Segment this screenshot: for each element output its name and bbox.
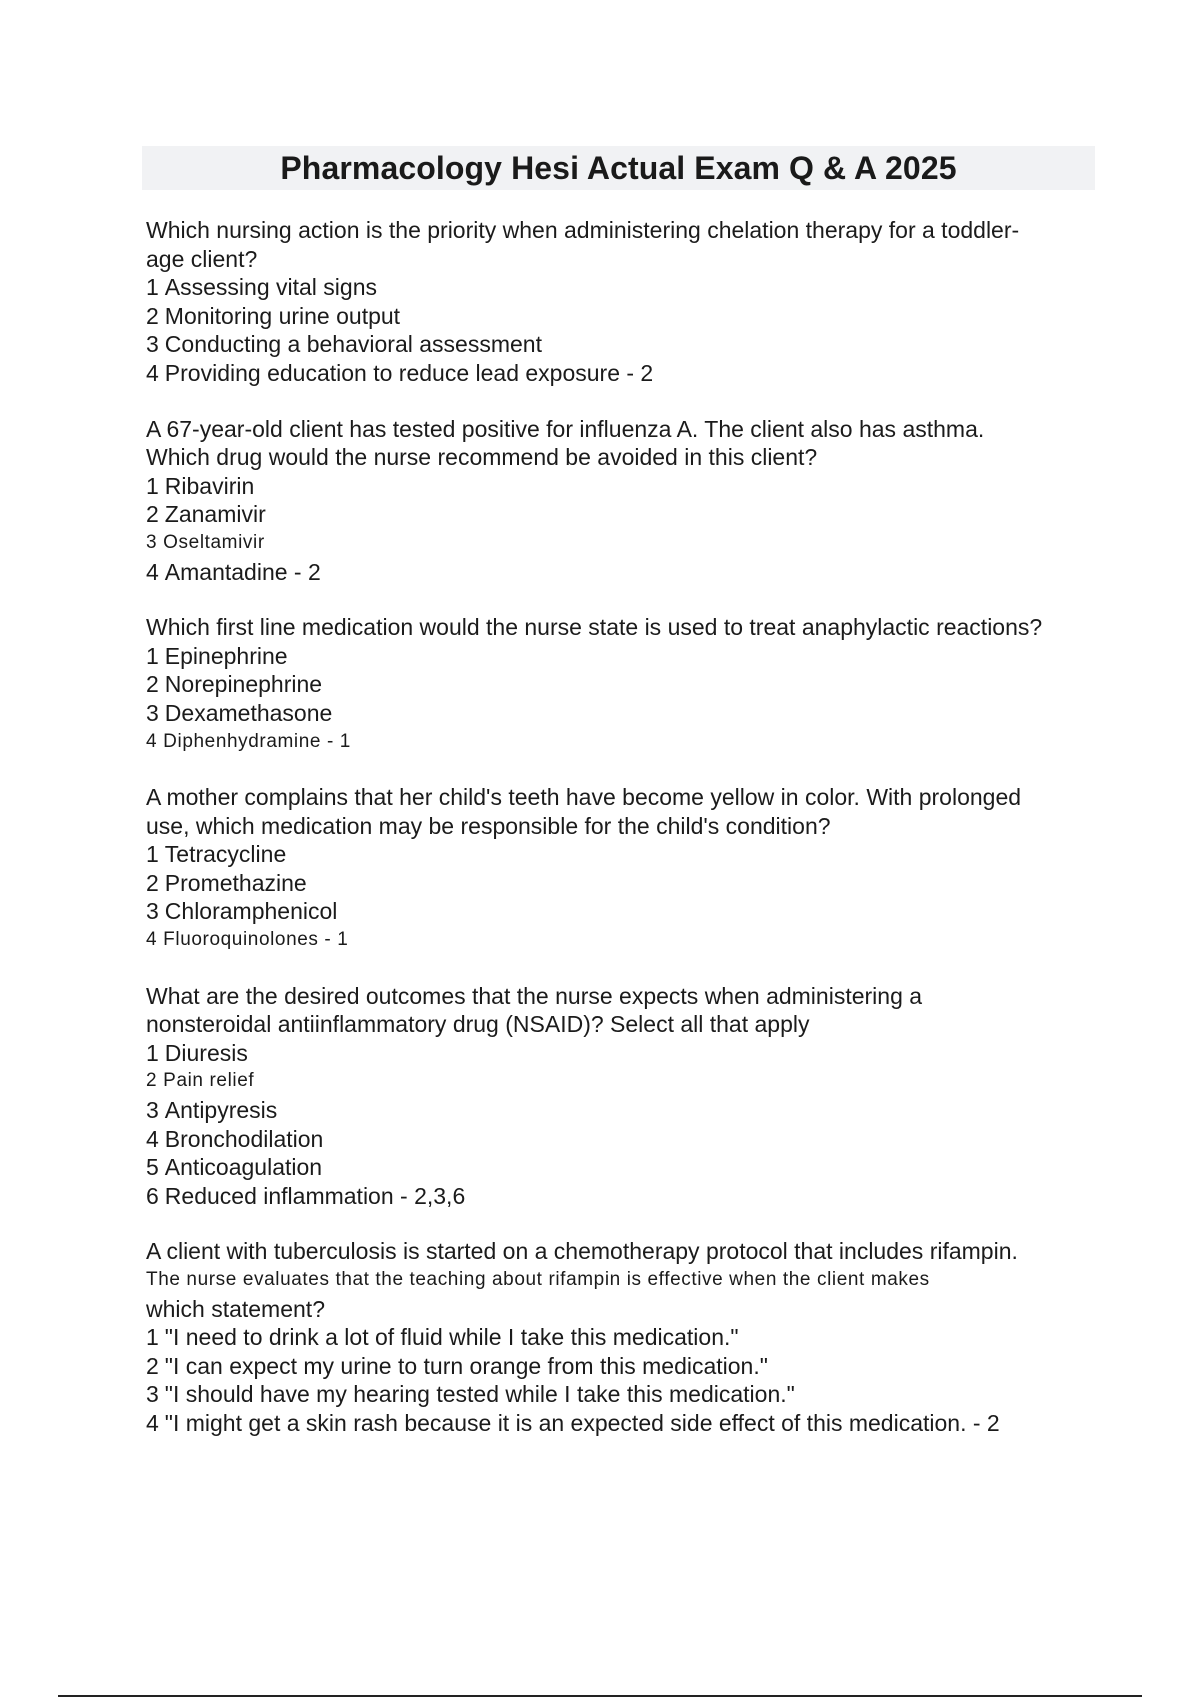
- answer-option: [146, 1039, 1101, 1068]
- page-title: Pharmacology Hesi Actual Exam Q & A 2025: [280, 149, 957, 186]
- option-number: 1: [146, 1324, 159, 1351]
- option-text: Amantadine - 2: [164, 558, 321, 585]
- answer-option: [146, 1409, 1101, 1438]
- option-number: 2: [146, 302, 159, 329]
- question-text-line: A client with tuberculosis is started on a chemotherapy protocol that includes rifampin.: [146, 1238, 1018, 1265]
- answer-option: [146, 529, 1101, 558]
- option-number: 6: [146, 1182, 159, 1209]
- question-block: [146, 783, 1101, 955]
- option-text: Chloramphenicol: [164, 898, 338, 925]
- option-text: Oseltamivir: [163, 531, 265, 553]
- option-text: Anticoagulation: [164, 1154, 323, 1181]
- option-number: 2: [146, 1352, 159, 1379]
- option-text: Promethazine: [164, 869, 307, 896]
- answer-option: [146, 1096, 1101, 1125]
- option-text: "I should have my hearing tested while I take this medication.": [164, 1381, 795, 1408]
- question-block: [146, 415, 1101, 587]
- option-number: 4: [146, 730, 158, 752]
- option-number: 1: [146, 472, 159, 499]
- option-number: 3: [146, 1381, 159, 1408]
- option-number: 2: [146, 501, 159, 528]
- option-text: Monitoring urine output: [164, 302, 401, 329]
- question-text-line: Which drug would the nurse recommend be avoided in this client?: [146, 444, 818, 471]
- option-text: "I might get a skin rash because it is an expected side effect of this medication. - 2: [164, 1409, 1000, 1436]
- option-text: Diphenhydramine - 1: [163, 730, 351, 752]
- question-text-line: The nurse evaluates that the teaching about rifampin is effective when the client makes: [146, 1269, 930, 1290]
- question-block: [146, 982, 1101, 1211]
- question-text-line: A 67-year-old client has tested positive for influenza A. The client also has asthma.: [146, 415, 985, 442]
- option-text: Epinephrine: [164, 642, 288, 669]
- answer-option: [146, 1182, 1101, 1211]
- option-text: Conducting a behavioral assessment: [164, 331, 542, 358]
- option-text: Bronchodilation: [164, 1125, 324, 1152]
- answer-option: [146, 642, 1101, 671]
- question-text-line: nonsteroidal antiinflammatory drug (NSAID)? Select all that apply: [146, 1011, 810, 1038]
- option-text: Antipyresis: [164, 1097, 278, 1124]
- option-number: 1: [146, 642, 159, 669]
- answer-option: [146, 500, 1101, 529]
- question-text-line: use, which medication may be responsible for the child's condition?: [146, 812, 831, 839]
- option-number: 3: [146, 331, 159, 358]
- option-text: Ribavirin: [164, 472, 255, 499]
- option-number: 1: [146, 841, 159, 868]
- question-list: [146, 216, 1101, 1465]
- option-number: 4: [146, 359, 159, 386]
- question-text-line: Which first line medication would the nurse state is used to treat anaphylactic reactions?: [146, 614, 1043, 641]
- option-number: 2: [146, 869, 159, 896]
- question-block: [146, 216, 1101, 388]
- option-number: 3: [146, 1097, 159, 1124]
- answer-option: [146, 699, 1101, 728]
- option-text: Pain relief: [163, 1070, 255, 1092]
- answer-option: [146, 1153, 1101, 1182]
- answer-option: [146, 1352, 1101, 1381]
- answer-option: [146, 926, 1101, 955]
- answer-option: [146, 1067, 1101, 1096]
- answer-option: [146, 302, 1101, 331]
- answer-option: [146, 869, 1101, 898]
- option-text: Tetracycline: [164, 841, 287, 868]
- option-number: 5: [146, 1154, 159, 1181]
- option-number: 3: [146, 898, 159, 925]
- question-text-line: Which nursing action is the priority when administering chelation therapy for a toddler-: [146, 217, 1020, 243]
- answer-option: [146, 472, 1101, 501]
- option-number: 3: [146, 699, 159, 726]
- option-text: Diuresis: [164, 1039, 248, 1066]
- option-text: Providing education to reduce lead exposure - 2: [164, 359, 654, 386]
- option-text: Reduced inflammation - 2,3,6: [164, 1182, 466, 1209]
- question-text-line: which statement?: [146, 1295, 325, 1322]
- answer-option: [146, 558, 1101, 587]
- answer-option: [146, 359, 1101, 388]
- option-number: 4: [146, 929, 158, 951]
- question-text-line: A mother complains that her child's teeth have become yellow in color. With prolonged: [146, 784, 1022, 811]
- option-text: Norepinephrine: [164, 671, 323, 698]
- answer-option: [146, 728, 1101, 757]
- title-banner: [142, 146, 1095, 190]
- option-text: Assessing vital signs: [164, 274, 377, 301]
- option-text: Zanamivir: [164, 501, 266, 528]
- option-number: 2: [146, 1070, 158, 1092]
- option-number: 1: [146, 1039, 159, 1066]
- option-text: "I need to drink a lot of fluid while I take this medication.": [164, 1324, 739, 1351]
- option-number: 4: [146, 558, 159, 585]
- question-block: [146, 613, 1101, 756]
- option-number: 1: [146, 274, 159, 301]
- answer-option: [146, 670, 1101, 699]
- option-text: "I can expect my urine to turn orange from this medication.": [164, 1352, 768, 1379]
- answer-option: [146, 1380, 1101, 1409]
- option-number: 4: [146, 1409, 159, 1436]
- question-block: [146, 1237, 1101, 1437]
- option-text: Fluoroquinolones - 1: [163, 929, 349, 951]
- footer-divider: [58, 1695, 1142, 1697]
- answer-option: [146, 330, 1101, 359]
- option-number: 2: [146, 671, 159, 698]
- question-text-line: age client?: [146, 245, 258, 272]
- answer-option: [146, 1125, 1101, 1154]
- option-number: 3: [146, 531, 158, 553]
- answer-option: [146, 1323, 1101, 1352]
- question-text-line: What are the desired outcomes that the nurse expects when administering a: [146, 982, 923, 1009]
- option-text: Dexamethasone: [164, 699, 333, 726]
- option-number: 4: [146, 1125, 159, 1152]
- answer-option: [146, 897, 1101, 926]
- answer-option: [146, 840, 1101, 869]
- answer-option: [146, 273, 1101, 302]
